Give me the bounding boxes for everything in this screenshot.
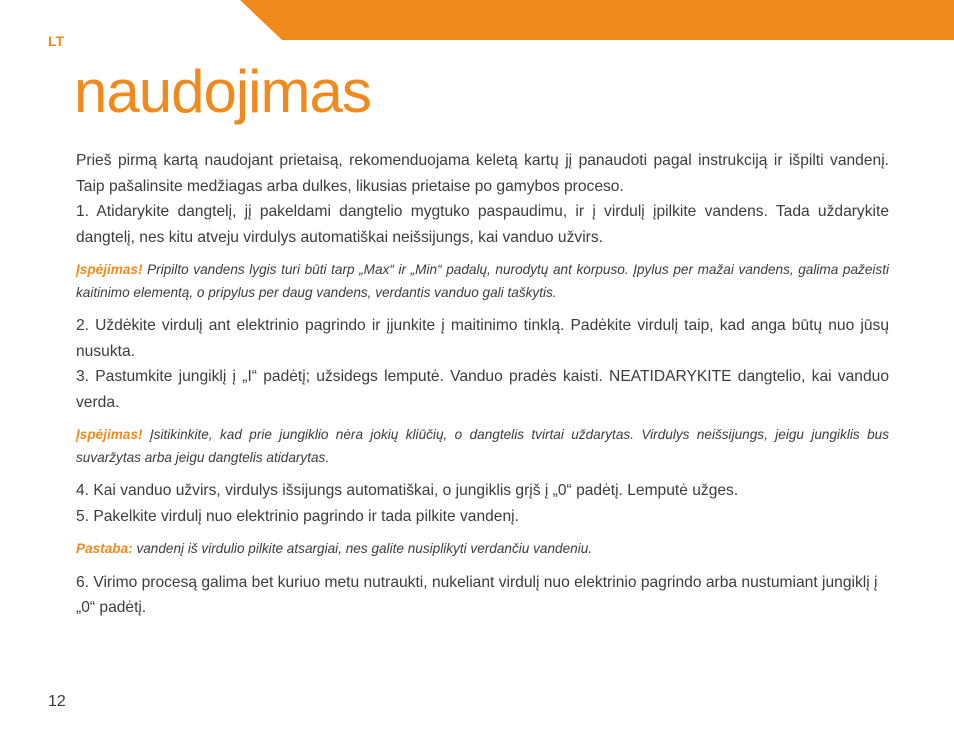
header-accent-bar bbox=[0, 0, 954, 40]
step-5: 5. Pakelkite virdulį nuo elektrinio pagrindo ir tada pilkite vandenį. bbox=[76, 507, 519, 525]
step-1: 1. Atidarykite dangtelį, jį pakeldami dangtelio mygtuko paspaudimu, ir į virdulį įpilkite vandens. Tada uždarykite dangtelį, nes kitu atveju virdulys automatiškai neišsijungs, kai vanduo užvirs. bbox=[76, 203, 889, 246]
warning-2 bbox=[76, 424, 889, 469]
note-text: vandenį iš virdulio pilkite atsargiai, nes galite nusiplikyti verdančiu vandeniu. bbox=[132, 541, 593, 556]
warning-1-text: Pripilto vandens lygis turi būti tarp „Max“ ir „Min“ padalų, nurodytų ant korpuso. Įpylus per mažai vandens, galima pažeisti kaitinimo elementą, o pripylus per daug vandens, verdantis vanduo gali taškytis. bbox=[76, 262, 889, 300]
warning-1-label: Įspėjimas! bbox=[76, 262, 143, 277]
language-code: LT bbox=[48, 33, 65, 49]
step-3: 3. Pastumkite jungiklį į „I“ padėtį; užsidegs lemputė. Vanduo pradės kaisti. NEATIDARYKITE dangtelio, kai vanduo verda. bbox=[76, 368, 889, 411]
page-number: 12 bbox=[48, 693, 66, 710]
intro-paragraph: Prieš pirmą kartą naudojant prietaisą, rekomenduojama keletą kartų jį panaudoti pagal instrukciją ir išpilti vandenį. Taip pašalinsite medžiagas arba dulkes, likusias prietaise po gamybos proceso. bbox=[76, 152, 889, 195]
step-6: 6. Virimo procesą galima bet kuriuo metu nutraukti, nukeliant virdulį nuo elektrinio pagrindo arba nustumiant jungiklį į „0“ padėtį. bbox=[76, 573, 878, 616]
page-title: naudojimas bbox=[74, 58, 371, 125]
step-4: 4. Kai vanduo užvirs, virdulys išsijungs automatiškai, o jungiklis grįš į „0“ padėtį. Lemputė užges. bbox=[76, 482, 739, 499]
instructions-body bbox=[76, 148, 889, 621]
note-label: Pastaba: bbox=[76, 541, 133, 556]
note bbox=[76, 538, 889, 561]
warning-1 bbox=[76, 259, 889, 304]
warning-2-label: Įspėjimas! bbox=[76, 427, 143, 442]
step-2: 2. Uždėkite virdulį ant elektrinio pagrindo ir įjunkite į maitinimo tinklą. Padėkite virdulį taip, kad anga būtų nuo jūsų nusukta. bbox=[76, 317, 889, 360]
warning-2-text: Įsitikinkite, kad prie jungiklio nėra jokių kliūčių, o dangtelis tvirtai uždarytas. Virdulys neišsijungs, jeigu jungiklis bus suvaržytas arba jeigu dangtelis atidarytas. bbox=[76, 427, 889, 465]
